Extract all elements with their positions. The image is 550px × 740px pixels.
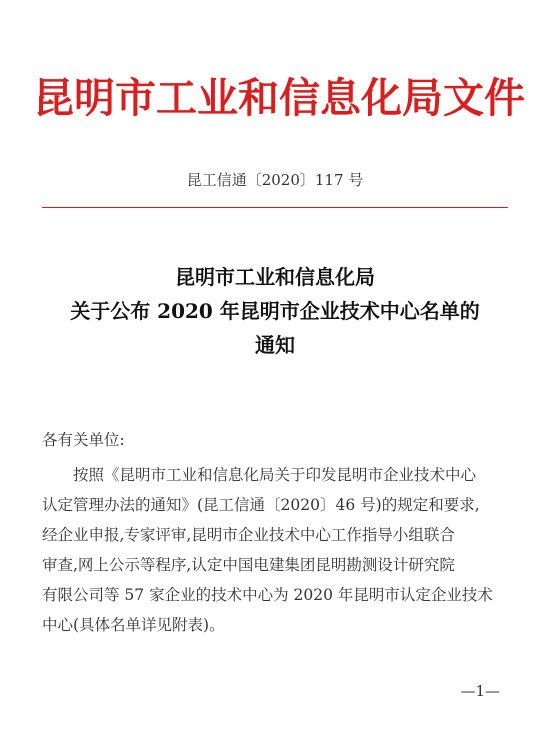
page-number: —1— [460, 682, 500, 700]
salutation: 各有关单位: [42, 431, 125, 449]
paragraph-line: 中心(具体名单详见附表)。 [42, 616, 225, 634]
masthead-title: 昆明市工业和信息化局文件 [33, 74, 525, 122]
notice-title [0, 260, 550, 362]
document-number: 昆工信通〔2020〕117 号 [186, 171, 364, 189]
paragraph-line: 按照《昆明市工业和信息化局关于印发昆明市企业技术中心 [73, 466, 477, 484]
title-line: 昆明市工业和信息化局 [175, 265, 375, 289]
paragraph-line: 认定管理办法的通知》(昆工信通〔2020〕46 号)的规定和要求, [42, 496, 480, 514]
title-line: 通知 [255, 333, 295, 357]
paragraph-line: 有限公司等 57 家企业的技术中心为 2020 年昆明市认定企业技术 [42, 586, 493, 604]
body-paragraph [42, 460, 512, 640]
paragraph-line: 经企业申报,专家评审,昆明市企业技术中心工作指导小组联合 [42, 526, 455, 544]
title-line: 关于公布 2020 年昆明市企业技术中心名单的 [70, 299, 480, 323]
paragraph-line: 审查,网上公示等程序,认定中国电建集团昆明勘测设计研究院 [42, 556, 455, 574]
red-divider [42, 207, 508, 208]
